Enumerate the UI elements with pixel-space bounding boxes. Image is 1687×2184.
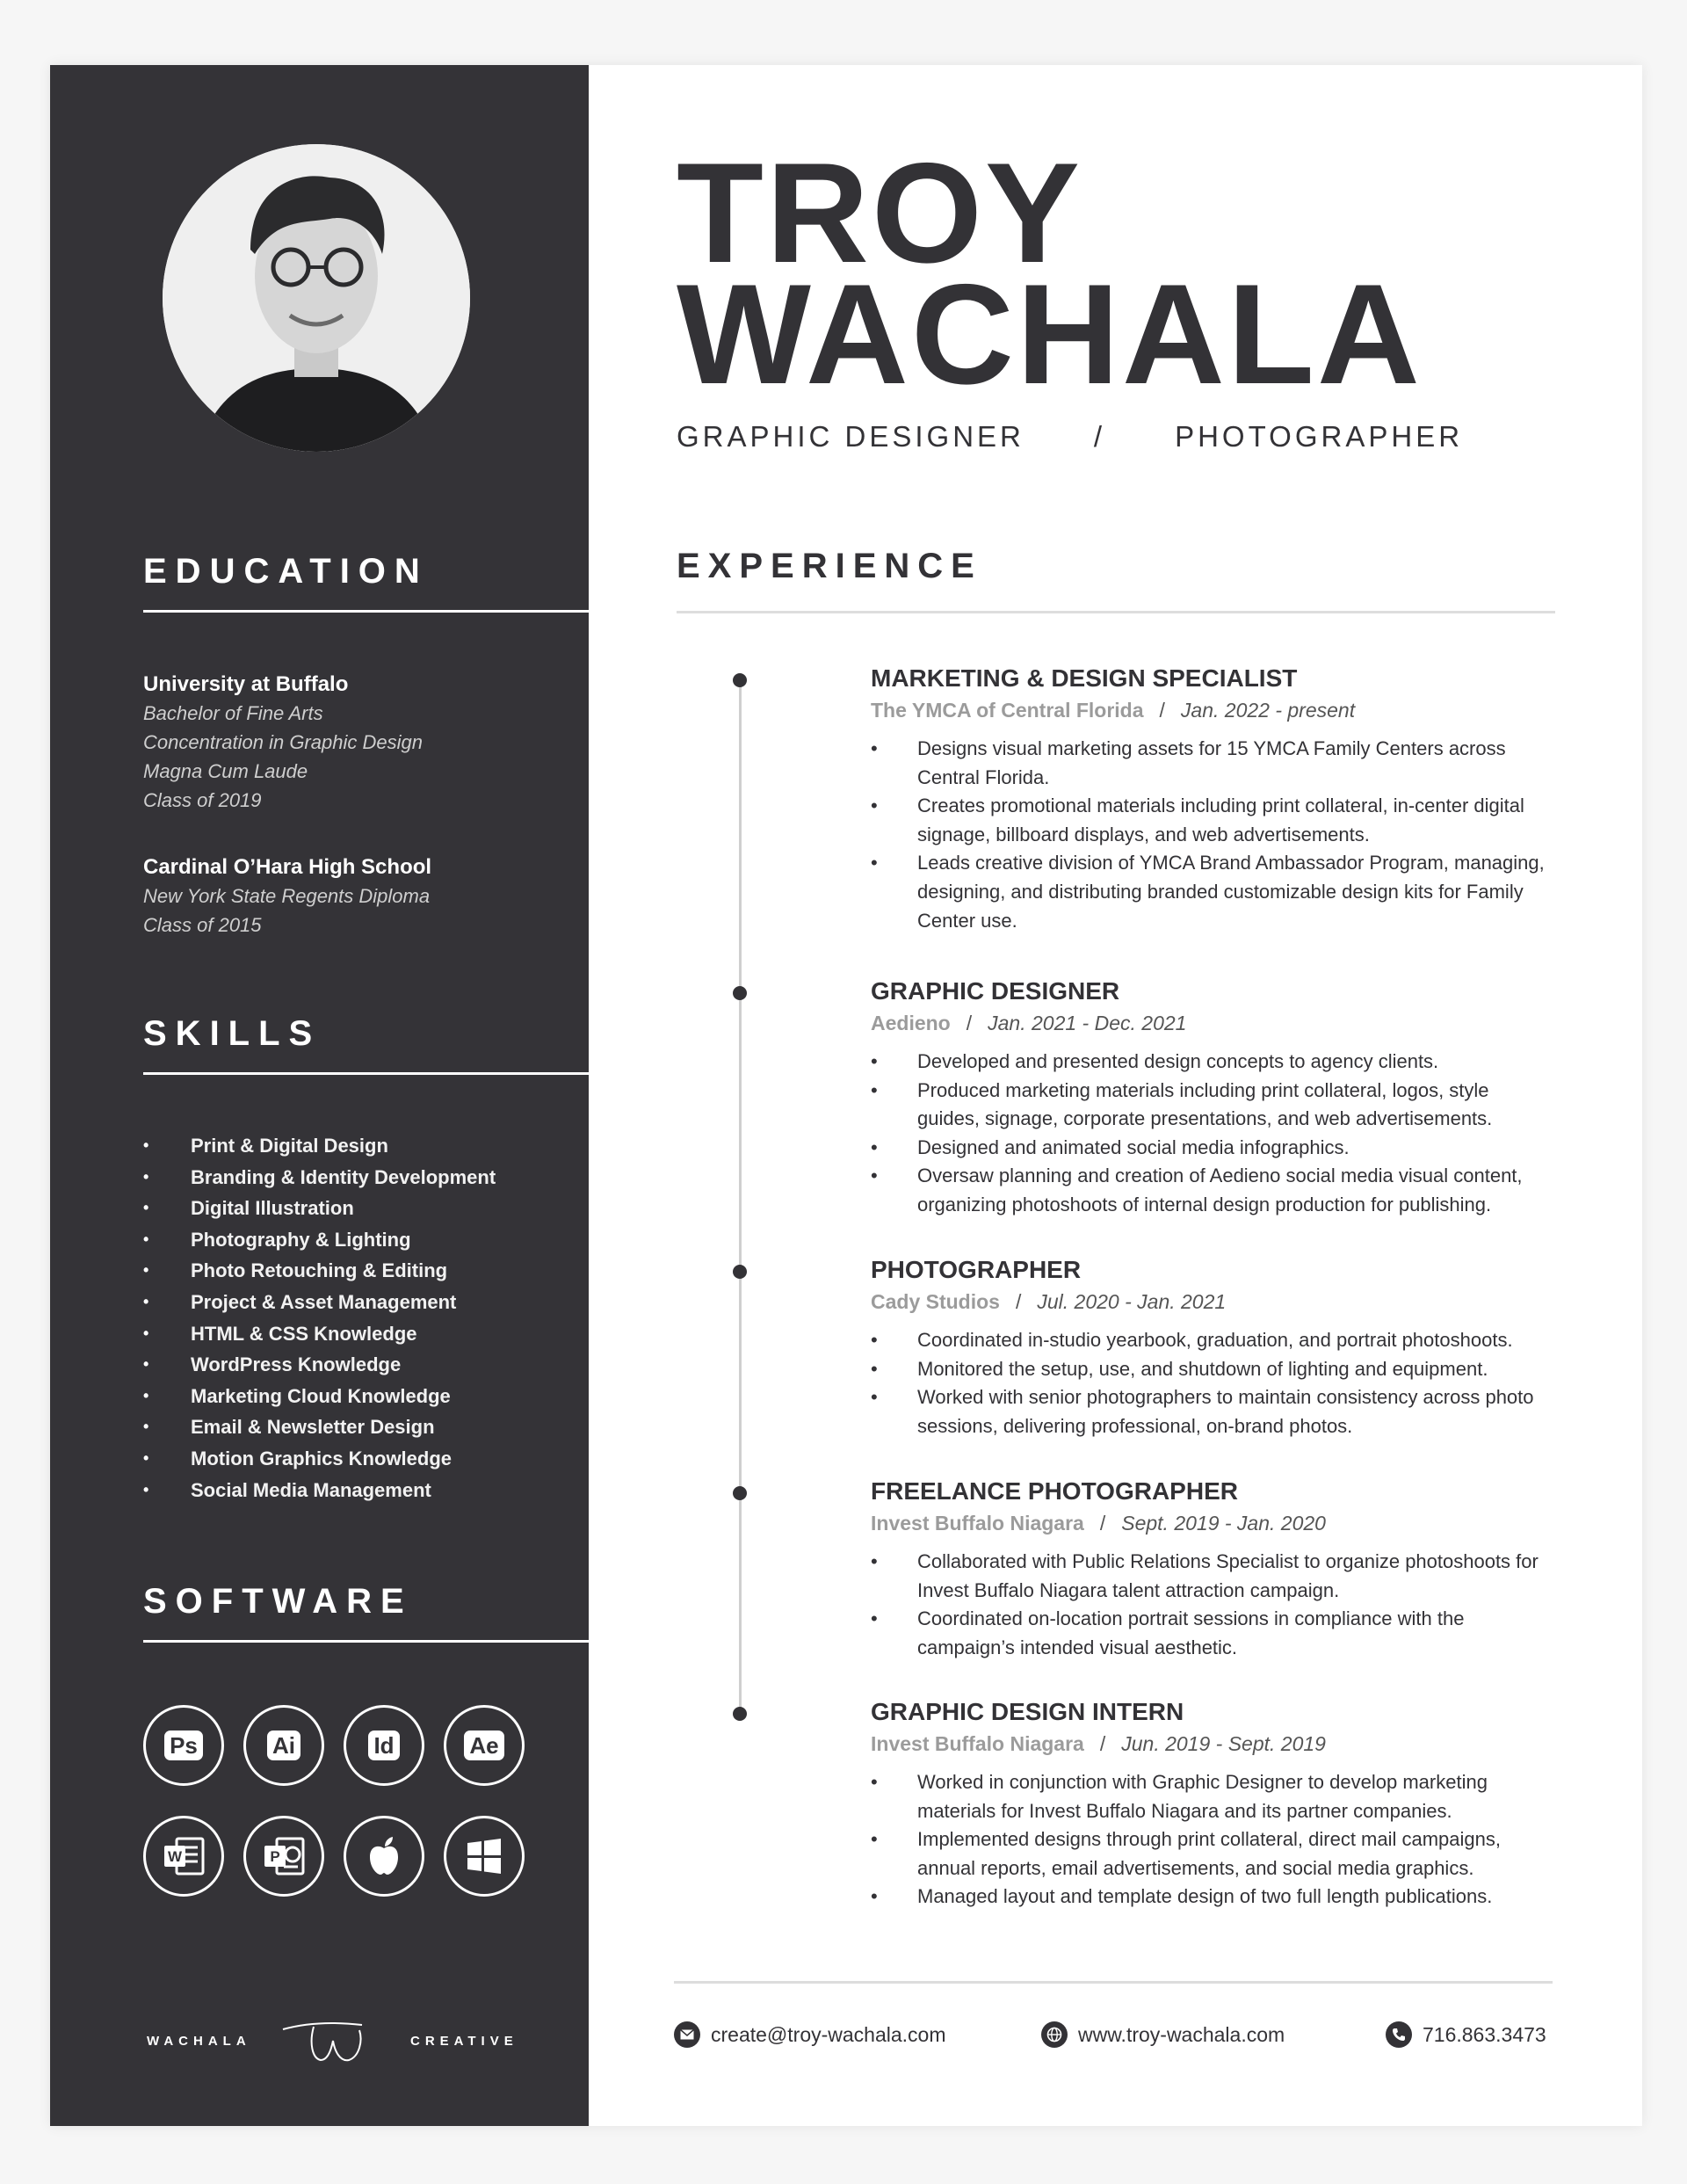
timeline-dot [733,1707,747,1721]
timeline-dot [733,1486,747,1500]
degree-line: Magna Cum Laude [143,760,308,782]
skill-item: • Branding & Identity Development [143,1162,496,1194]
job-bullets [871,1548,1556,1662]
experience-rule [677,611,1555,613]
job-company: Invest Buffalo Niagara [871,1512,1084,1535]
job-bullet: • Oversaw planning and creation of Aedieno social media visual content, organizing photoshoots of internal design production for publishing. [871,1162,1556,1219]
envelope-icon [674,2021,700,2048]
skill-item: • HTML & CSS Knowledge [143,1318,496,1350]
job-entry [871,1254,1556,1440]
job-bullet: • Managed layout and template design of two full length publications. [871,1883,1556,1912]
degree-line: Class of 2015 [143,914,262,936]
job-bullet: • Monitored the setup, use, and shutdown of lighting and equipment. [871,1355,1556,1384]
powerpoint-label: P [270,1848,280,1865]
job-meta [871,1286,1556,1317]
job-bullet: • Implemented designs through print collateral, direct mail campaigns, annual reports, email advertisements, and social media graphics. [871,1825,1556,1883]
skill-item: • Photo Retouching & Editing [143,1255,496,1287]
job-bullet: • Developed and presented design concepts to agency clients. [871,1048,1556,1077]
job-meta [871,1728,1556,1760]
education-heading: EDUCATION [143,552,429,591]
photoshop-icon [143,1705,224,1786]
role-primary: GRAPHIC DESIGNER [677,420,1025,453]
contact-website[interactable] [1041,2021,1285,2048]
brand-signature [147,2016,542,2069]
indesign-label: Id [368,1731,399,1760]
skill-item: • WordPress Knowledge [143,1349,496,1381]
skill-item: • Marketing Cloud Knowledge [143,1381,496,1412]
illustrator-icon [243,1705,324,1786]
skill-item: • Email & Newsletter Design [143,1411,496,1443]
job-meta [871,1007,1556,1039]
subtitle [677,420,1463,453]
job-bullet: • Worked with senior photographers to maintain consistency across photo sessions, delivering professional, on-brand photos. [871,1383,1556,1440]
globe-icon [1041,2021,1068,2048]
windows-icon [444,1816,525,1897]
timeline-dot [733,986,747,1000]
skill-item: • Project & Asset Management [143,1287,496,1318]
after-effects-label: Ae [464,1731,503,1760]
job-entry [871,1696,1556,1912]
indesign-icon [344,1705,424,1786]
monogram-logo [279,2016,393,2069]
job-bullet: • Leads creative division of YMCA Brand Ambassador Program, managing, designing, and distributing branded customizable design kits for Family Center use. [871,849,1556,935]
degree-line: Class of 2019 [143,789,262,811]
job-bullets [871,1768,1556,1912]
role-secondary: PHOTOGRAPHER [1175,420,1464,453]
job-bullet: • Coordinated on-location portrait sessions in compliance with the campaign’s intended visual aesthetic. [871,1605,1556,1662]
job-dates: Jan. 2021 - Dec. 2021 [988,1012,1187,1034]
contact-phone[interactable] [1386,2021,1546,2048]
photoshop-label: Ps [164,1731,203,1760]
job-title: FREELANCE PHOTOGRAPHER [871,1477,1238,1505]
job-meta-separator: / [1099,1732,1106,1755]
job-meta [871,694,1556,726]
job-company: Aedieno [871,1012,951,1034]
experience-heading: EXPERIENCE [677,547,982,585]
timeline-dot [733,673,747,687]
last-name: WACHALA [677,255,1423,414]
apple-icon [344,1816,424,1897]
job-meta-separator: / [1159,699,1165,722]
job-bullet: • Designs visual marketing assets for 15 YMCA Family Centers across Central Florida. [871,735,1556,792]
job-bullets [871,1326,1556,1440]
job-meta-separator: / [1099,1512,1106,1535]
website-text[interactable]: www.troy-wachala.com [1078,2022,1285,2046]
job-title: GRAPHIC DESIGN INTERN [871,1698,1184,1725]
job-meta-separator: / [1015,1290,1022,1313]
job-company: Cady Studios [871,1290,1000,1313]
phone-text[interactable]: 716.863.3473 [1423,2022,1546,2046]
education-rule [143,610,589,613]
job-bullet: • Worked in conjunction with Graphic Designer to develop marketing materials for Invest Buffalo Niagara and its partner companies. [871,1768,1556,1825]
job-dates: Jan. 2022 - present [1180,699,1356,722]
job-meta [871,1507,1556,1539]
footer-rule [674,1981,1553,1984]
job-dates: Jun. 2019 - Sept. 2019 [1121,1732,1326,1755]
contact-email[interactable] [674,2021,946,2048]
page-title [677,134,1423,414]
job-bullet: • Designed and animated social media infographics. [871,1134,1556,1163]
skills-rule [143,1072,589,1075]
school-name: University at Buffalo [143,672,349,696]
skill-item: • Motion Graphics Knowledge [143,1443,496,1475]
email-text[interactable]: create@troy-wachala.com [711,2022,946,2046]
after-effects-icon [444,1705,525,1786]
job-entry [871,1476,1556,1662]
degree-line: Bachelor of Fine Arts [143,702,323,724]
skill-item: • Digital Illustration [143,1193,496,1224]
software-heading: SOFTWARE [143,1582,413,1621]
skill-item: • Photography & Lighting [143,1224,496,1256]
job-dates: Sept. 2019 - Jan. 2020 [1121,1512,1326,1535]
job-entry [871,663,1556,935]
job-title: PHOTOGRAPHER [871,1256,1082,1283]
job-bullet: • Coordinated in-studio yearbook, graduation, and portrait photoshoots. [871,1326,1556,1355]
brand-right-text: CREATIVE [410,2034,518,2049]
degree-line: Concentration in Graphic Design [143,731,423,753]
word-label: W [167,1848,183,1865]
word-icon [143,1816,224,1897]
powerpoint-icon [243,1816,324,1897]
job-bullet: • Produced marketing materials including print collateral, logos, style guides, signage, corporate presentations, and web advertisements. [871,1077,1556,1134]
timeline-line [739,680,742,1717]
job-bullet: • Creates promotional materials including print collateral, in-center digital signage, billboard displays, and web advertisements. [871,792,1556,849]
first-name: TROY [677,134,1083,293]
job-title: GRAPHIC DESIGNER [871,977,1120,1005]
job-entry [871,976,1556,1220]
education-entry [143,670,423,815]
job-bullet: • Collaborated with Public Relations Specialist to organize photoshoots for Invest Buffalo Niagara talent attraction campaign. [871,1548,1556,1605]
job-meta-separator: / [966,1012,973,1034]
degree-line: New York State Regents Diploma [143,885,431,907]
phone-icon [1386,2021,1412,2048]
job-title: MARKETING & DESIGN SPECIALIST [871,664,1298,692]
job-dates: Jul. 2020 - Jan. 2021 [1037,1290,1227,1313]
job-company: The YMCA of Central Florida [871,699,1144,722]
sidebar [50,65,589,2126]
skill-item: • Print & Digital Design [143,1130,496,1162]
education-entry [143,853,431,940]
portrait-illustration [163,144,470,452]
role-separator: / [1093,420,1106,453]
school-name: Cardinal O’Hara High School [143,855,432,879]
brand-left-text: WACHALA [147,2034,251,2049]
software-rule [143,1640,589,1643]
profile-photo [163,144,470,452]
resume-page [50,65,1642,2126]
job-company: Invest Buffalo Niagara [871,1732,1084,1755]
job-bullets [871,735,1556,935]
skills-list [143,1130,496,1506]
skills-heading: SKILLS [143,1014,322,1053]
software-grid [143,1705,521,1898]
illustrator-label: Ai [267,1731,300,1760]
skill-item: • Social Media Management [143,1475,496,1506]
timeline-dot [733,1265,747,1279]
job-bullets [871,1048,1556,1220]
